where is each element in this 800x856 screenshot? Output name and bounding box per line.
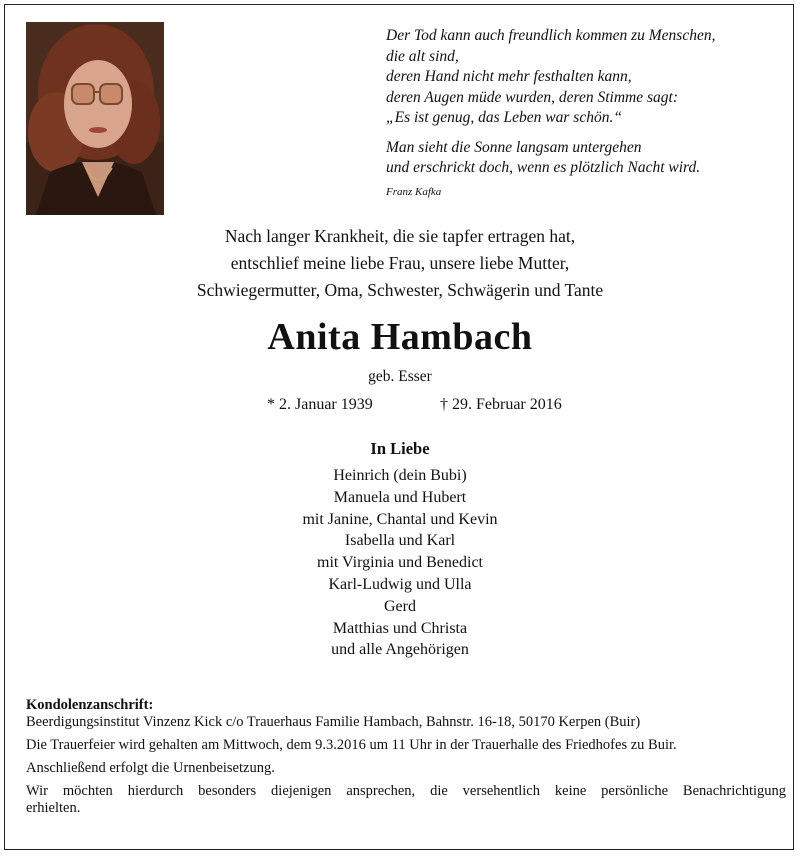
family-member: Heinrich (dein Bubi) [333, 467, 467, 484]
family-member: mit Virginia und Benedict [317, 554, 483, 572]
deceased-name: Anita Hambach [267, 316, 533, 358]
ceremony-info: Die Trauerfeier wird gehalten am Mittwoch, dem 9.3.2016 um 11 Uhr in der Trauerhalle des Friedhofes zu Buir. [26, 737, 677, 753]
portrait-photo [26, 22, 164, 215]
family-member: Gerd [384, 597, 416, 615]
maiden-name: geb. Esser [368, 368, 432, 385]
quote-line: „Es ist genug, das Leben war schön.“ [386, 109, 622, 126]
quote-line: die alt sind, [386, 47, 459, 65]
condolence-address: Beerdigungsinstitut Vinzenz Kick c/o Trauerhaus Familie Hambach, Bahnstr. 16-18, 50170 Kerpen (Buir) [26, 714, 641, 730]
death-date: † 29. Februar 2016 [440, 396, 562, 413]
quote-line: deren Augen müde wurden, deren Stimme sagt: [386, 88, 679, 106]
family-member: Manuela und Hubert [333, 488, 467, 506]
quote-line: Der Tod kann auch freundlich kommen zu Menschen, [386, 27, 716, 44]
in-love-heading: In Liebe [370, 439, 430, 458]
family-member: Isabella und Karl [344, 532, 456, 550]
notice-info: Wir möchten hierdurch besonders diejenigen ansprechen, die versehentlich keine persönliche Benachrichtigung [26, 783, 786, 799]
kafka-quote [386, 26, 786, 202]
intro-line: entschlief meine liebe Frau, unsere liebe Mutter, [230, 253, 570, 273]
family-list [0, 465, 800, 661]
intro-line: Schwiegermutter, Oma, Schwester, Schwägerin und Tante [196, 280, 604, 300]
family-member: und alle Angehörigen [331, 641, 469, 659]
family-member: Matthias und Christa [332, 619, 468, 637]
notice-info-end: erhielten. [26, 800, 81, 816]
family-member: Karl-Ludwig und Ulla [328, 575, 472, 593]
quote-line: Man sieht die Sonne langsam untergehen [386, 138, 642, 156]
funeral-details [26, 697, 786, 817]
intro-line: Nach langer Krankheit, die sie tapfer ertragen hat, [224, 226, 576, 246]
quote-line: und erschrickt doch, wenn es plötzlich Nacht wird. [386, 159, 701, 176]
quote-author: Franz Kafka [386, 185, 442, 198]
quote-line: deren Hand nicht mehr festhalten kann, [386, 68, 632, 85]
intro-text [0, 223, 800, 304]
condolence-label: Kondolenzanschrift: [26, 697, 154, 713]
family-member: mit Janine, Chantal und Kevin [302, 510, 498, 528]
urn-info: Anschließend erfolgt die Urnenbeisetzung. [26, 760, 275, 776]
birth-date: * 2. Januar 1939 [267, 396, 373, 413]
